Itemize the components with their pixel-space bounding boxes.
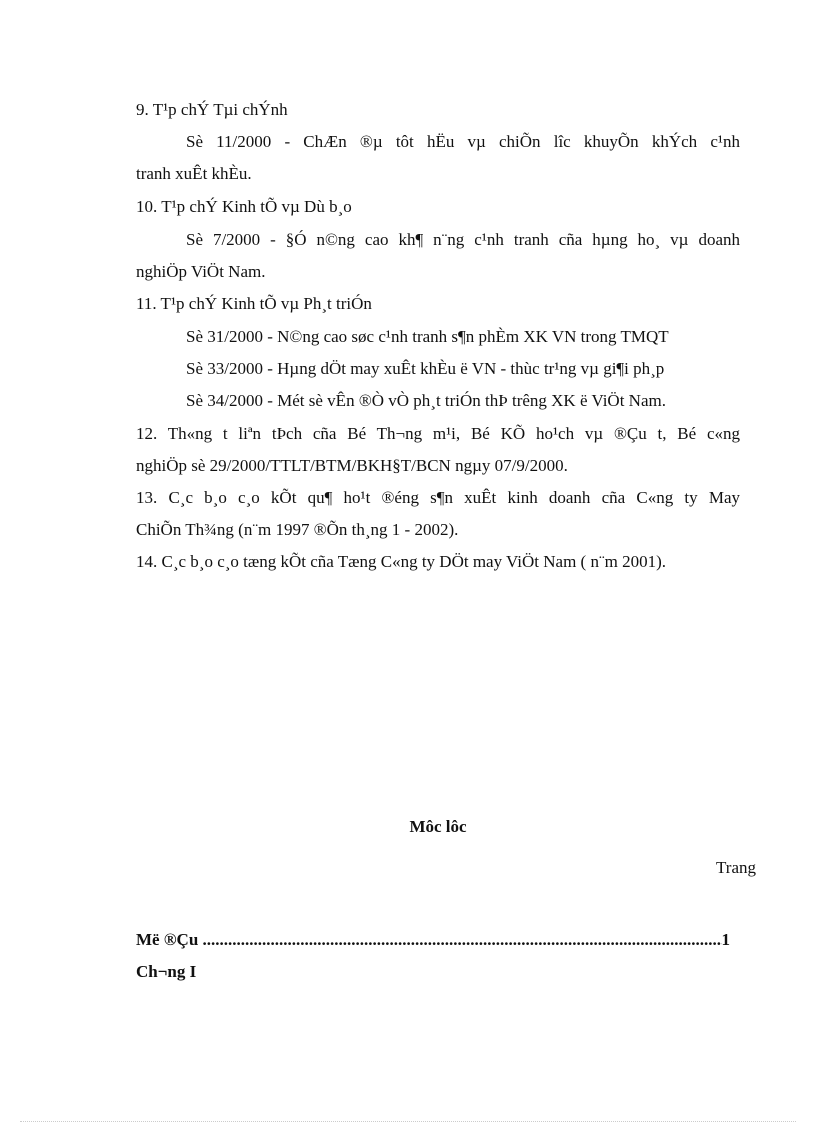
toc-page-header: Trang bbox=[716, 858, 756, 877]
toc-row-label: Më ®Çu bbox=[136, 930, 199, 949]
reference-item-12: 12. Th«ng t liªn tÞch cña Bé Th¬ng m¹i, Bé KÕ ho¹ch vµ ®Çu t, Bé c«ng bbox=[136, 424, 740, 443]
toc-row-page: 1 bbox=[721, 930, 730, 949]
reference-item: Sè 31/2000 - N©ng cao søc c¹nh tranh s¶n phÈm XK VN trong TMQT bbox=[186, 327, 669, 346]
reference-item-continued: ChiÕn Th¾ng (n¨m 1997 ®Õn th¸ng 1 - 2002). bbox=[136, 520, 459, 539]
reference-item: Sè 34/2000 - Mét sè vÊn ®Ò vÒ ph¸t triÓn thÞ trêng XK ë ViÖt Nam. bbox=[186, 391, 666, 410]
toc-chapter-heading: Ch¬ng I bbox=[136, 962, 197, 981]
reference-heading-10: 10. T¹p chÝ Kinh tÕ vµ Dù b¸o bbox=[136, 197, 352, 216]
reference-item: Sè 7/2000 - §Ó n©ng cao kh¶ n¨ng c¹nh tranh cña hµng ho¸ vµ doanh bbox=[186, 230, 740, 249]
reference-item: Sè 33/2000 - Hµng dÖt may xuÊt khÈu ë VN - thùc tr¹ng vµ gi¶i ph¸p bbox=[186, 359, 665, 378]
toc-title: Môc lôc bbox=[409, 817, 467, 836]
reference-heading-11: 11. T¹p chÝ Kinh tÕ vµ Ph¸t triÓn bbox=[136, 294, 372, 313]
toc-row[interactable] bbox=[136, 929, 730, 951]
page-bottom-border bbox=[20, 1121, 796, 1122]
reference-heading-9: 9. T¹p chÝ Tµi chÝnh bbox=[136, 100, 288, 119]
reference-item-continued: nghiÖp ViÖt Nam. bbox=[136, 262, 266, 281]
reference-item-continued: nghiÖp sè 29/2000/TTLT/BTM/BKH§T/BCN ngµy 07/9/2000. bbox=[136, 456, 568, 475]
toc-dot-leader bbox=[198, 929, 721, 951]
reference-item-13: 13. C¸c b¸o c¸o kÕt qu¶ ho¹t ®éng s¶n xuÊt kinh doanh cña C«ng ty May bbox=[136, 488, 740, 507]
reference-item-continued: tranh xuÊt khÈu. bbox=[136, 164, 252, 183]
reference-item-14: 14. C¸c b¸o c¸o tæng kÕt cña Tæng C«ng ty DÖt may ViÖt Nam ( n¨m 2001). bbox=[136, 552, 667, 571]
reference-item: Sè 11/2000 - ChÆn ®µ tôt hËu vµ chiÕn lîc khuyÕn khÝch c¹nh bbox=[186, 132, 740, 151]
